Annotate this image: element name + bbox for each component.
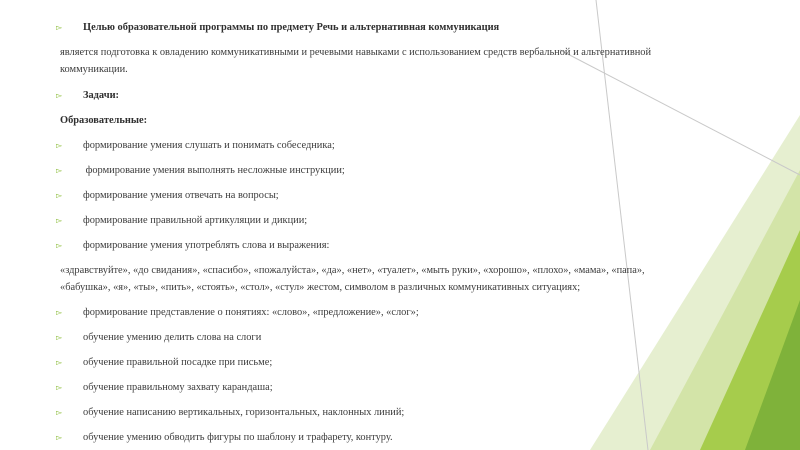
bullet-icon: ▻: [56, 141, 63, 150]
bullet-icon: ▻: [56, 23, 63, 32]
words-line-2: «бабушка», «я», «ты», «пить», «стоять», «стол», «стул» жестом, символом в различных коммуникативных ситуациях;: [60, 282, 581, 293]
bullet-icon: ▻: [56, 166, 63, 175]
list-item: формирование умения употреблять слова и выражения:: [83, 240, 330, 251]
bullet-icon: ▻: [56, 191, 63, 200]
bullet-icon: ▻: [56, 358, 63, 367]
list-item: формирование представление о понятиях: «слово», «предложение», «слог»;: [83, 307, 419, 318]
bullet-icon: ▻: [56, 308, 63, 317]
bullet-icon: ▻: [56, 408, 63, 417]
intro-text-line-2: коммуникации.: [60, 64, 128, 75]
list-item: формирование умения отвечать на вопросы;: [83, 190, 279, 201]
list-item: формирование умения выполнять несложные инструкции;: [83, 165, 345, 176]
list-item: формирование умения слушать и понимать собеседника;: [83, 140, 335, 151]
bullet-icon: ▻: [56, 241, 63, 250]
bullet-icon: ▻: [56, 216, 63, 225]
tasks-heading: Задачи:: [83, 90, 120, 101]
bullet-icon: ▻: [56, 333, 63, 342]
educational-heading: Образовательные:: [60, 115, 148, 126]
list-item: обучение правильному захвату карандаша;: [83, 382, 273, 393]
bullet-icon: ▻: [56, 383, 63, 392]
words-line-1: «здравствуйте», «до свидания», «спасибо», «пожалуйста», «да», «нет», «туалет», «мыть руки», «хорошо», «плохо», «мама», «папа»,: [60, 265, 645, 276]
list-item: обучение правильной посадке при письме;: [83, 357, 273, 368]
bullet-icon: ▻: [56, 91, 63, 100]
list-item: обучение написанию вертикальных, горизонтальных, наклонных линий;: [83, 407, 405, 418]
intro-text-line-1: является подготовка к овладению коммуникативными и речевыми навыками с использованием средств вербальной и альтернативной: [60, 47, 652, 58]
list-item: обучение умению делить слова на слоги: [83, 332, 262, 343]
bullet-icon: ▻: [56, 433, 63, 442]
list-item: обучение умению обводить фигуры по шаблону и трафарету, контуру.: [83, 432, 393, 443]
list-item: формирование правильной артикуляции и дикции;: [83, 215, 308, 226]
slide-title: Целью образовательной программы по предмету Речь и альтернативная коммуникация: [83, 22, 500, 33]
